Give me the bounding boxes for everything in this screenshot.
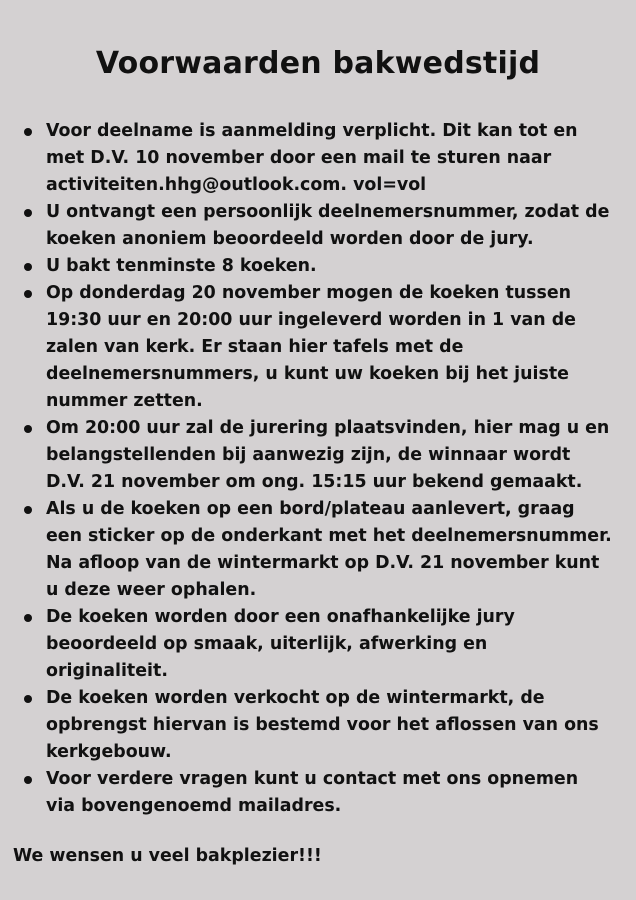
rules-list [22,118,612,820]
rule-item [22,604,612,685]
bullet-icon [24,263,32,271]
bullet-icon [24,614,32,622]
rule-text: U bakt tenminste 8 koeken. [46,256,317,276]
rule-item [22,280,612,415]
bullet-icon [24,776,32,784]
bullet-icon [24,425,32,433]
rule-text: Op donderdag 20 november mogen de koeken tussen 19:30 uur en 20:00 uur ingeleverd worden in 1 van de zalen van kerk. Er staan hier tafels met de deelnemersnummers, u kunt uw koeken bij het juiste nummer zetten. [46,283,576,411]
rule-text: Voor deelname is aanmelding verplicht. Dit kan tot en met D.V. 10 november door een mail te sturen naar activiteiten.hhg@outlook.com. vol=vol [46,121,578,195]
rule-text: U ontvangt een persoonlijk deelnemersnummer, zodat de koeken anoniem beoordeeld worden door de jury. [46,202,610,249]
rule-item [22,496,612,604]
rule-text: Als u de koeken op een bord/plateau aanlevert, graag een sticker op de onderkant met het deelnemersnummer. Na afloop van de wintermarkt op D.V. 21 november kunt u deze weer ophalen. [46,499,612,600]
page-title: Voorwaarden bakwedstijd [95,46,541,81]
bullet-icon [24,506,32,514]
rule-item [22,766,612,820]
rule-text: De koeken worden door een onafhankelijke jury beoordeeld op smaak, uiterlijk, afwerking en originaliteit. [46,607,515,681]
rule-item [22,118,612,199]
rule-text: De koeken worden verkocht op de wintermarkt, de opbrengst hiervan is bestemd voor het aflossen van ons kerkgebouw. [46,688,599,762]
rule-text: Om 20:00 uur zal de jurering plaatsvinden, hier mag u en belangstellenden bij aanwezig zijn, de winnaar wordt D.V. 21 november om ong. 15:15 uur bekend gemaakt. [46,418,610,492]
bullet-icon [24,290,32,298]
rule-text: Voor verdere vragen kunt u contact met ons opnemen via bovengenoemd mailadres. [46,769,579,816]
closing-text: We wensen u veel bakplezier!!! [13,846,322,866]
rule-item [22,685,612,766]
bullet-icon [24,128,32,136]
rule-item [22,199,612,253]
rule-item [22,253,612,280]
rule-item [22,415,612,496]
bullet-icon [24,209,32,217]
bullet-icon [24,695,32,703]
